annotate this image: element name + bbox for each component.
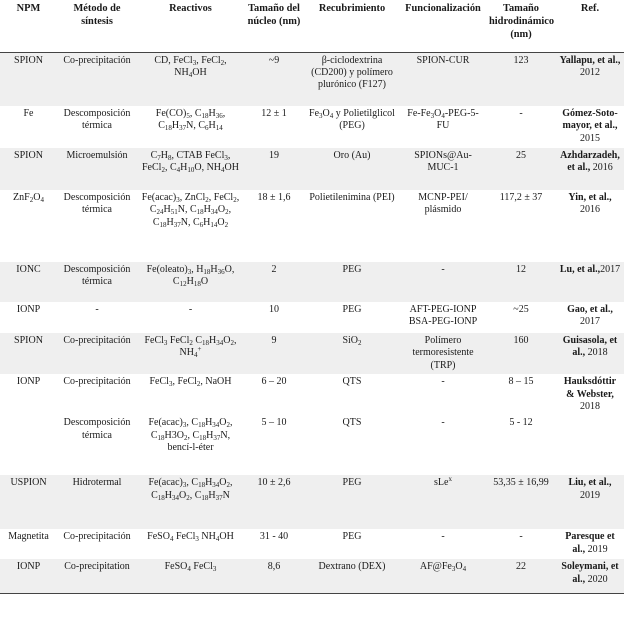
cell-funcionalizacion: Polímero termoresistente (TRP) (400, 333, 486, 374)
cell-recubrimiento: QTS (342, 376, 362, 388)
col-metodo: Método de síntesis (57, 0, 137, 52)
cell-recubrimiento: PEG (304, 475, 400, 529)
cell-reactivos: FeSO$_4$ FeCl$_3$ (137, 559, 244, 593)
table-row (0, 529, 624, 559)
cell-ref (556, 475, 624, 529)
ref-authors: Gómez-Soto-mayor, et al., (562, 108, 618, 132)
table-row (0, 52, 624, 106)
cell-metodo: Hidrotermal (57, 475, 137, 529)
cell-reactivos: CD, FeCl$_3$, FeCl$_2$, $NH_4OH$ (137, 52, 244, 106)
cell-hidro: 117,2 ± 37 (499, 192, 543, 203)
cell-ref (556, 302, 624, 333)
cell-npm: IONP (16, 304, 41, 315)
cell-funcionalizacion: $AF@Fe_3O_4$ (400, 559, 486, 593)
cell-npm: IONP (0, 559, 57, 593)
cell-recubrimiento: SiO$_2$ (304, 333, 400, 374)
cell-nucleo: 31 - 40 (259, 531, 289, 543)
cell-reactivos: $Fe(acac)_3$, $C_{18}H_{34}O_2$, $C_{18}H3O_2$, $C_{18}H_{37}N$, bencí-l-éter (148, 417, 233, 454)
ref-authors: Yin, et al., (568, 192, 612, 203)
cell-funcionalizacion: - (441, 531, 445, 543)
cell-nucleo: 5 – 10 (261, 417, 287, 429)
cell-npm: Fe (23, 108, 34, 119)
cell-hidro: ~25 (513, 304, 529, 315)
ref-year: 2012 (580, 66, 600, 78)
cell-npm: Magnetita (8, 531, 49, 543)
cell-metodo: Co-precipitación (63, 531, 131, 543)
table-row (0, 559, 624, 593)
col-hidro: Tamaño hidrodinámico (nm) (486, 0, 556, 52)
cell-recubrimiento: PEG (304, 262, 400, 302)
cell-reactivos: FeSO$_4$ FeCl$_3$ $NH_4OH$ (147, 531, 234, 544)
table-row (0, 333, 624, 374)
ref-year: 2018 (580, 401, 600, 413)
cell-recubrimiento: PEG (342, 531, 362, 543)
ref-authors: Hauksdóttir & Webster, (563, 376, 617, 400)
cell-npm: SPION (0, 148, 57, 190)
cell-nucleo: 8,6 (244, 559, 304, 593)
ref-year: 2017 (600, 264, 621, 275)
ref-year: 2017 (580, 316, 600, 328)
cell-reactivos: - (188, 304, 193, 315)
cell-npm: $ZnF_2O_4$ (13, 192, 44, 204)
ref-year: 2019 (580, 489, 600, 501)
cell-metodo: Descomposición térmica (63, 108, 131, 132)
cell-reactivos: FeCl$_3$, FeCl$_2$, NaOH (149, 376, 232, 389)
cell-reactivos: $Fe(acac)_3$, ZnCl$_2$, FeCl$_2$, $C_{24}H_{51}N$, $C_{18}H_{34}O_2$, $C_{18}H_{37}N$, $C_6H_{14}O_2$ (141, 192, 240, 229)
cell-hidro: 123 (486, 52, 556, 106)
cell-funcionalizacion: AFT-PEG-IONP BSA-PEG-IONP (408, 304, 478, 328)
table-row (0, 190, 624, 262)
cell-funcionalizacion: sLe$^x$ (400, 475, 486, 529)
cell-ref (556, 106, 624, 148)
cell-recubrimiento: $Fe_3O_4$ y Polietilglicol (PEG) (309, 108, 395, 132)
cell-nucleo: 10 ± 2,6 (244, 475, 304, 529)
cell-funcionalizacion: MCNP-PEI/ plásmido (418, 192, 468, 216)
ref-year: 2018 (585, 347, 608, 359)
cell-npm: SPION (0, 52, 57, 106)
table-row (0, 148, 624, 190)
cell-recubrimiento: Polietilenimina (PEI) (309, 192, 395, 203)
col-ref: Ref. (556, 0, 624, 52)
cell-metodo: Co-precipitación (63, 376, 131, 388)
cell-recubrimiento: QTS (342, 417, 362, 429)
cell-nucleo: 6 – 20 (261, 376, 287, 388)
col-reactivos: Reactivos (137, 0, 244, 52)
cell-ref (556, 148, 624, 190)
cell-recubrimiento: β-ciclodextrina (CD200) y polímero plurónico (F127) (304, 52, 400, 106)
cell-nucleo: 9 (244, 333, 304, 374)
cell-funcionalizacion: - (441, 376, 445, 388)
cell-ref (556, 415, 624, 475)
col-funcionalizacion: Funcionalización (400, 0, 486, 52)
cell-nucleo: 18 ± 1,6 (257, 192, 291, 203)
ref-authors: Gao, et al., (567, 304, 613, 315)
cell-reactivos: $Fe(CO)_5$, $C_{18}H_{36}$, $C_{18}H_{37}N$, $C_6H_{14}$ (155, 108, 226, 133)
header-row (0, 0, 624, 52)
cell-funcionalizacion: SPION-CUR (400, 52, 486, 106)
cell-funcionalizacion: - (400, 262, 486, 302)
cell-ref (556, 190, 624, 262)
ref-authors: Soleymani, et al., (561, 561, 619, 585)
cell-ref (556, 559, 624, 593)
table-row (0, 262, 624, 302)
cell-hidro: 12 (486, 262, 556, 302)
ref-authors: Yallapu, et al., (559, 54, 621, 66)
ref-year: 2015 (580, 132, 600, 144)
cell-metodo: Co-precipitation (57, 559, 137, 593)
cell-ref (556, 262, 624, 302)
col-nucleo: Tamaño del núcleo (nm) (244, 0, 304, 52)
table-row (0, 475, 624, 529)
cell-hidro: 25 (486, 148, 556, 190)
cell-hidro: - (519, 108, 523, 119)
cell-hidro: 5 - 12 (509, 417, 533, 429)
cell-recubrimiento: PEG (342, 304, 362, 315)
table-row (0, 106, 624, 148)
ref-authors: Lu, et al., (559, 264, 601, 275)
cell-ref (556, 333, 624, 374)
ref-year: 2020 (585, 573, 608, 585)
table-row (0, 374, 624, 415)
cell-npm: IONC (0, 262, 57, 302)
ref-authors: Liu, et al., (568, 477, 612, 489)
cell-nucleo: 10 (269, 304, 279, 315)
cell-ref (556, 529, 624, 559)
table-row (0, 302, 624, 333)
cell-metodo: Descomposición térmica (63, 417, 131, 441)
col-recubrimiento: Recubrimiento (304, 0, 400, 52)
cell-nucleo: ~9 (244, 52, 304, 106)
cell-metodo: Descomposición térmica (57, 262, 137, 302)
cell-metodo: Co-precipitación (57, 52, 137, 106)
cell-nucleo: 12 ± 1 (261, 108, 287, 119)
cell-funcionalizacion: SPIONs@Au-MUC-1 (400, 148, 486, 190)
cell-reactivos: $C_7H_8$, CTAB FeCl$_3$, FeCl$_2$, $C_4H_{10}O$, $NH_4OH$ (137, 148, 244, 190)
ref-authors: Paresque et al., (565, 531, 615, 555)
cell-funcionalizacion: $Fe-Fe_3O_4-PEG-5-FU$ (407, 108, 479, 132)
cell-hidro: 53,35 ± 16,99 (486, 475, 556, 529)
col-npm: NPM (0, 0, 57, 52)
cell-reactivos: FeCl$_3$ FeCl$_2$ $C_{18}H_{34}O_2$, $NH_4^+$ (137, 333, 244, 374)
cell-metodo: Microemulsión (57, 148, 137, 190)
cell-nucleo: 2 (244, 262, 304, 302)
cell-recubrimiento: Oro (Au) (304, 148, 400, 190)
cell-hidro: 160 (486, 333, 556, 374)
cell-recubrimiento: Dextrano (DEX) (304, 559, 400, 593)
ref-year: 2016 (590, 162, 613, 174)
cell-metodo: - (95, 304, 99, 315)
cell-funcionalizacion: - (441, 417, 445, 429)
cell-npm (0, 415, 57, 475)
table-body (0, 52, 624, 593)
ref-authors: Guisasola, et al., (562, 335, 618, 359)
cell-metodo: Descomposición térmica (63, 192, 131, 216)
cell-hidro: 22 (486, 559, 556, 593)
ref-year: 2016 (580, 204, 600, 216)
cell-hidro: - (519, 531, 523, 543)
cell-metodo: Co-precipitación (57, 333, 137, 374)
cell-nucleo: 19 (244, 148, 304, 190)
ref-year: 2019 (585, 543, 608, 555)
cell-reactivos: $Fe(acac)_3$, $C_{18}H_{34}O_2$, $C_{18}H_{34}O_2$, $C_{18}H_{37}N$ (137, 475, 244, 529)
cell-npm: USPION (0, 475, 57, 529)
ref-authors: Azhdarzadeh, et al., (560, 150, 620, 174)
cell-reactivos: $Fe(oleato)_3$, $H_{18}H_{36}O$, $C_{12}H_{18}O$ (137, 262, 244, 302)
cell-hidro: 8 – 15 (508, 376, 534, 388)
table-row (0, 415, 624, 475)
cell-ref (556, 52, 624, 106)
cell-npm: IONP (16, 376, 41, 388)
cell-ref (556, 374, 624, 415)
cell-npm: SPION (0, 333, 57, 374)
